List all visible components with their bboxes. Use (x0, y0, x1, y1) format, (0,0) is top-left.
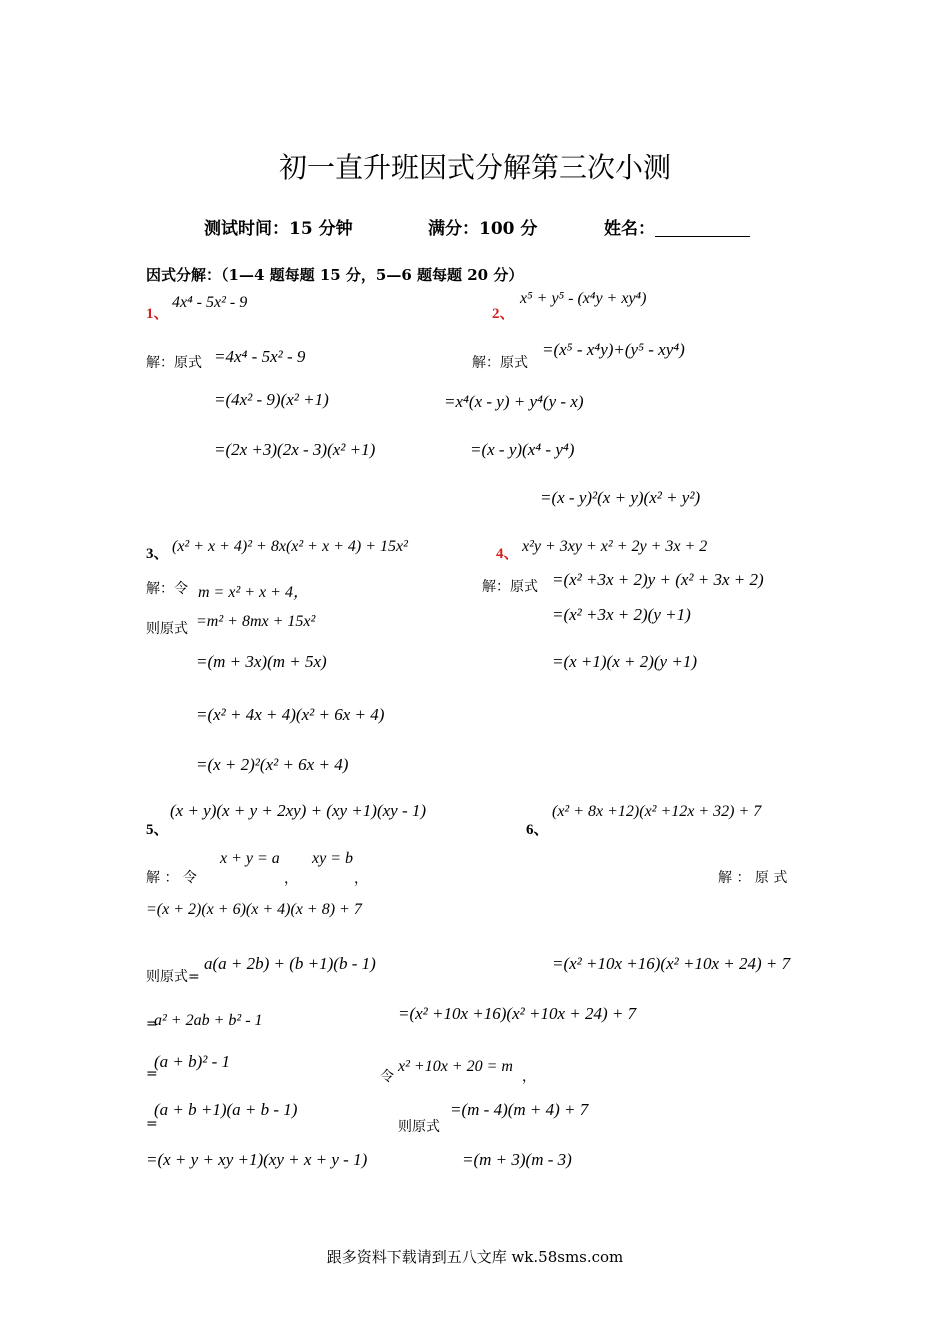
problem-3-then-label: 则原式 (146, 621, 188, 637)
problem-5-step: a² + 2ab + b² - 1 (154, 1012, 263, 1029)
problem-4-step: =(x² +3x + 2)y + (x² + 3x + 2) (552, 570, 764, 589)
problem-4-solution-label: 解：原式 (482, 579, 538, 595)
problem-4-step: =(x +1)(x + 2)(y +1) (552, 652, 697, 671)
problem-6-step: =(x² +10x +16)(x² +10x + 24) + 7 (398, 1004, 637, 1023)
problem-6-number: 6、 (526, 822, 549, 838)
problem-3-step: =(x + 2)²(x² + 6x + 4) (196, 755, 349, 774)
problem-3-step: =(x² + 4x + 4)(x² + 6x + 4) (196, 705, 385, 724)
problem-3-let-expression: m = x² + x + 4， (198, 584, 309, 601)
problem-6-step: =(m - 4)(m + 4) + 7 (450, 1100, 589, 1119)
problem-1-step: =4x⁴ - 5x² - 9 (214, 347, 306, 366)
problem-6-let-comma: ， (522, 1069, 536, 1085)
problem-5-step: (a + b)² - 1 (154, 1052, 231, 1071)
test-time: 测试时间：15 分钟 (204, 219, 353, 239)
problem-2-step: =(x⁵ - x⁴y)+(y⁵ - xy⁴) (542, 340, 685, 359)
footer-download-note: 跟多资料下载请到五八文库 wk.58sms.com (326, 1248, 624, 1266)
problem-6-step: =(m + 3)(m - 3) (462, 1150, 572, 1169)
problem-3-step: =m² + 8mx + 15x² (196, 613, 316, 630)
problem-4-number: 4、 (496, 546, 519, 562)
problem-5-comma: ， (284, 871, 298, 887)
problem-6-step: =(x² +10x +16)(x² +10x + 24) + 7 (552, 954, 791, 973)
problem-5-equals: = (146, 1016, 158, 1032)
name-label (604, 214, 750, 239)
problem-2-expression: x⁵ + y⁵ - (x⁴y + xy⁴) (520, 290, 647, 307)
problem-1-number: 1、 (146, 306, 169, 322)
problem-5-comma: ， (354, 871, 368, 887)
problem-5-equals: = (146, 1116, 158, 1132)
problem-5-step: (a + b +1)(a + b - 1) (154, 1100, 298, 1119)
problem-5-let-a: x + y = a (220, 850, 280, 867)
problem-6-then-label: 则原式 (398, 1119, 440, 1135)
problem-2-solution-label: 解：原式 (472, 355, 528, 371)
problem-6-step: =(x + 2)(x + 6)(x + 4)(x + 8) + 7 (146, 901, 362, 918)
problem-5-let-b: xy = b (312, 850, 353, 867)
problem-1-step: =(2x +3)(2x - 3)(x² +1) (214, 440, 376, 459)
problem-5-step: =(x + y + xy +1)(xy + x + y - 1) (146, 1150, 368, 1169)
problem-1-step: =(4x² - 9)(x² +1) (214, 390, 329, 409)
section-heading: 因式分解：（1—4 题每题 15 分，5—6 题每题 20 分） (146, 266, 524, 284)
problem-2-step: =(x - y)(x⁴ - y⁴) (470, 440, 575, 459)
problem-4-step: =(x² +3x + 2)(y +1) (552, 605, 691, 624)
problem-5-then-label: 则原式= (146, 969, 200, 985)
page-title: 初一直升班因式分解第三次小测 (278, 151, 671, 184)
problem-1-solution-label: 解：原式 (146, 355, 202, 371)
problem-2-step: =x⁴(x - y) + y⁴(y - x) (444, 392, 584, 411)
problem-4-expression: x²y + 3xy + x² + 2y + 3x + 2 (522, 538, 708, 555)
problem-3-let-label: 解：令 (146, 581, 188, 597)
problem-3-expression: (x² + x + 4)² + 8x(x² + x + 4) + 15x² (172, 538, 408, 555)
problem-6-solution-label: 解 ： 原 式 (718, 870, 788, 886)
problem-6-let-label: 令 (380, 1069, 394, 1085)
problem-5-let-label: 解 ： 令 (146, 870, 197, 886)
problem-2-number: 2、 (492, 306, 515, 322)
full-score: 满分：100 分 (428, 219, 538, 239)
problem-5-expression: (x + y)(x + y + 2xy) + (xy +1)(xy - 1) (170, 801, 427, 820)
problem-5-number: 5、 (146, 822, 169, 838)
problem-6-let-expression: x² +10x + 20 = m (398, 1058, 513, 1075)
name-label-text: 姓名： (604, 219, 655, 239)
problem-3-number: 3、 (146, 546, 169, 562)
problem-3-step: =(m + 3x)(m + 5x) (196, 652, 327, 671)
problem-5-step: a(a + 2b) + (b +1)(b - 1) (204, 954, 376, 973)
problem-6-expression: (x² + 8x +12)(x² +12x + 32) + 7 (552, 803, 762, 820)
problem-5-equals: = (146, 1066, 158, 1082)
problem-1-expression: 4x⁴ - 5x² - 9 (172, 294, 248, 311)
name-blank[interactable] (655, 220, 750, 237)
problem-2-step: =(x - y)²(x + y)(x² + y²) (540, 488, 701, 507)
